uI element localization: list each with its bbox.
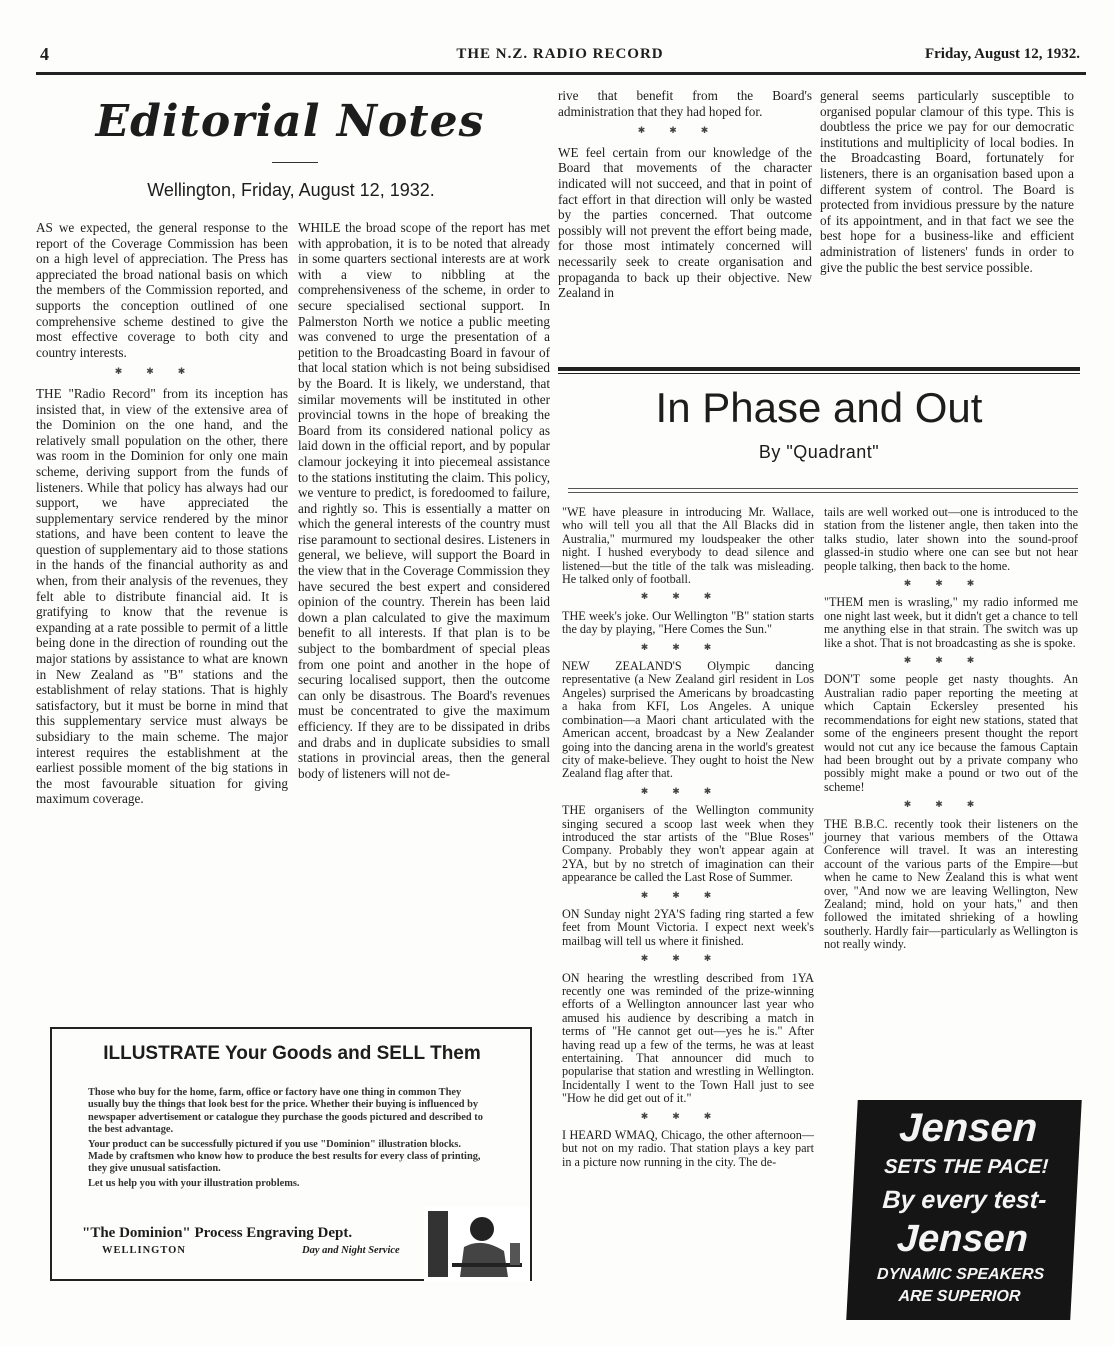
phase-paragraph: ON Sunday night 2YA'S fading ring started a few feet from Mount Victoria. I expect next week's mailbag will tell us where it finished.	[562, 906, 814, 948]
masthead-rule	[36, 72, 1086, 75]
editorial-paragraph: general seems particularly susceptible to organised popular clamour of this type. This is doubtless the price we pay for our democratic institutions and multiplicity of local bodies. In the Broadcasting Board, fortunately for listeners, there is an organisation based upon a different system of control. The Board is protected from invidious pressure by the nature of its appointment, and in that fact we see the best hope for a business-like and efficient administration of listeners' funds in order to give the public the best service possible.	[820, 88, 1074, 275]
editorial-paragraph: rive that benefit from the Board's administration that they had hoped for.	[558, 88, 812, 119]
section-rule	[558, 367, 1080, 371]
editorial-paragraph: WE feel certain from our knowledge of the Board that movements of the character indicated will not succeed, and that in point of fact effort in that direction will only be wasted by the parties concerned. That outcome possibly will not prevent the effort being made, for those most intimately concerned will necessarily seek to create organisation and propaganda to back up their objective. New Zealand in	[558, 144, 812, 301]
jensen-tagline: By every test-	[881, 1186, 1048, 1214]
ad-headline: ILLUSTRATE Your Goods and SELL Them	[103, 1043, 481, 1064]
column-title: In Phase and Out	[655, 384, 983, 431]
ad-paragraph: Those who buy for the home, farm, office or factory have one thing in common They usually buy the things that look best for the price. Whether their buying is influenced by newspaper advertisement or catalogue they purchase the goods pictured and described to the best advantage.	[88, 1087, 483, 1136]
editorial-column-4	[820, 88, 1074, 279]
jensen-product: DYNAMIC SPEAKERS	[876, 1266, 1045, 1283]
section-rule	[558, 373, 1080, 374]
phase-paragraph: THE B.B.C. recently took their listeners on the journey that various members of the Ottawa Conference will travel. It was an interesting account of the various parts of the Empire—but when he came to New Zealand this is what went over, "And now we are leaving Wellington, New Zealand; mind, hold on your hats," and then followed the imitated shrieking of a howling southerly. Hardly fair—particularly as Wellington is not really windy.	[824, 816, 1078, 952]
phase-paragraph: NEW ZEALAND'S Olympic dancing representative (a New Zealand girl resident in Los Angeles) surprised the Americans by broadcasting a haka from KFI, Los Angeles. A unique combination—a Maori chant articulated with the American accent, broadcast by a New Zealander going into the dancing arena in the world's greatest city of make-believe. They ought to hoist the New Zealand flag after that.	[562, 659, 814, 781]
masthead	[40, 44, 1080, 72]
editorial-paragraph: WHILE the broad scope of the report has met with approbation, it is to be noted that already in some quarters sectional interests are at work with a view to nibbling at the comprehensiveness of the scheme, in order to secure specialised sectional support. In Palmerston North we notice a public meeting was convened to urge the presentation of a petition to the Broadcasting Board in favour of that local station which is not being subsidised by the Board. It is likely, we understand, that similar movements will be instituted in other provincial towns in the hope of breaking the Board from its considered national policy as laid down in the official report, and by popular clamour jockeying it into piecemeal assistance to the stations instituting the claim. This policy, we venture to predict, is foredoomed to failure, and rightly so. This is essentially a matter on which the general interests of the country must rise paramount to sectional desires. Listeners in general, we believe, will support the Board in the view that in the Coverage Commission they have secured the best expert and considered opinion of the country. Therein has been laid down a plan calculated to give the maximum benefit to all interests. If that plan is to be subject to the bombardment of special pleas from one point and another in the hope of securing localised support, then the outcome can only be disastrous. The Board's revenues must be concentrated to give the maximum efficiency. If they are to be dissipated in dribs and drabs and in duplicate subsidies to small stations in provincial areas, then the general body of listeners will not de-	[298, 220, 550, 781]
section-divider-stars: ✱✱✱	[903, 799, 999, 810]
section-divider-stars: ✱✱✱	[640, 889, 736, 900]
issue-date: Friday, August 12, 1932.	[924, 46, 1080, 62]
section-divider-stars: ✱✱✱	[903, 578, 999, 589]
section-rule	[568, 488, 1078, 489]
jensen-advertisement	[846, 1100, 1082, 1320]
jensen-claim: ARE SUPERIOR	[898, 1288, 1021, 1305]
ad-body	[88, 1087, 488, 1192]
phase-paragraph: THE week's joke. Our Wellington "B" station starts the day by playing, "Here Comes the Sun."	[562, 608, 814, 637]
editorial-column-2	[298, 220, 550, 785]
section-divider-stars: ✱✱✱	[637, 125, 733, 136]
ad-paragraph: Your product can be successfully pictured if you use "Dominion" illustration blocks. Made by craftsmen who know how to produce the best results for every class of printing, they give unusual satisfaction.	[88, 1138, 481, 1175]
section-divider-stars: ✱✱✱	[114, 366, 210, 377]
engraver-illustration-icon	[424, 1207, 530, 1281]
section-divider-stars: ✱✱✱	[640, 953, 736, 964]
dominion-advertisement	[50, 1027, 532, 1281]
editorial-column-3	[558, 88, 812, 305]
editorial-paragraph: THE "Radio Record" from its inception has insisted that, in view of the extensive area of the Dominion on the one hand, and the relatively small population on the other, there was room in the Dominion for only one main scheme, deriving support from the funds of listeners. While that policy has always had our support, we have appreciated the supplementary service rendered by the minor stations, and have been content to leave the question of supplementary aid to those stations in the hands of the financial authority as and when, from their analysis of the revenues, they felt able to distribute financial aid. It is gratifying to know that the revenue is expanding at a rate possible to permit of a little being done in the direction of rounding out the major stations by assistance to what are known in New Zealand as "B" stations and the establishment of relay stations. That is highly satisfactory, but it must be borne in mind that this supplementary service must always be subsidiary to the main scheme. The major interest requires the establishment at the earliest possible moment of the big stations in the most favourable situation for giving maximum coverage.	[36, 385, 288, 807]
phase-paragraph: "THEM men is wrasling," my radio informed me one night last week, but it didn't get a chance to tell me anything else in that strain. The switch was up like a shot. That is not broadcasting as she is spoke.	[824, 595, 1078, 650]
publication-title: THE N.Z. RADIO RECORD	[456, 46, 664, 62]
phase-paragraph: "WE have pleasure in introducing Mr. Wallace, who will tell you all that the All Blacks did in Australia," murmured my loudspeaker the other night. I hushed everybody to dead silence and listened—but the title of the talk was misleading. He talked only of football.	[562, 505, 814, 587]
ad-service-hours: Day and Night Service	[302, 1245, 400, 1256]
section-rule	[568, 492, 1078, 493]
editorial-column-1	[36, 220, 288, 811]
section-divider-stars: ✱✱✱	[640, 591, 736, 602]
editorial-title-rule	[272, 162, 318, 163]
jensen-brand-repeat: Jensen	[895, 1218, 1030, 1260]
column-byline: By "Quadrant"	[758, 442, 880, 462]
jensen-brand: Jensen	[898, 1106, 1039, 1150]
editorial-dateline: Wellington, Friday, August 12, 1932.	[147, 180, 435, 200]
phase-column-b	[824, 506, 1078, 956]
section-divider-stars: ✱✱✱	[640, 641, 736, 652]
ad-paragraph: Let us help you with your illustration problems.	[88, 1177, 300, 1189]
phase-paragraph: I HEARD WMAQ, Chicago, the other afternoon—but not on my radio. That station plays a key part in a picture now running in the city. The de-	[562, 1128, 814, 1169]
phase-paragraph: THE organisers of the Wellington community singing secured a scoop last week when they introduced the star artists of the "Blue Roses" Company. Probably they won't appear again at 2YA, but by no stretch of imagination can their appearance be called the Last Rose of Summer.	[562, 803, 814, 885]
section-divider-stars: ✱✱✱	[903, 655, 999, 666]
editorial-paragraph: AS we expected, the general response to the report of the Coverage Commission has been on a high level of appreciation. The Press has appreciated the broad national basis on which the members of the Commission reported, and supports the conception outlined of one comprehensive scheme destined to give the most effective coverage to both city and country interests.	[36, 220, 288, 360]
ad-company-name: "The Dominion" Process Engraving Dept.	[82, 1225, 353, 1241]
phase-column-a	[562, 506, 814, 1173]
section-divider-stars: ✱✱✱	[640, 1110, 736, 1121]
phase-paragraph: ON hearing the wrestling described from 1YA recently one was reminded of the prize-winning efforts of a Wellington announcer last year who amused his audience by describing a match in terms of "He cannot get out—yes he is." After having read up a few of the terms, he was at least entertaining. That announcer did much to popularise that station and wrestling in Wellington. Incidentally I went to the Town Hall just to see "How he did get out of it."	[562, 970, 814, 1106]
jensen-slogan: SETS THE PACE!	[883, 1156, 1049, 1178]
phase-paragraph: DON'T some people get nasty thoughts. An Australian radio paper reporting the meeting at which Captain Eckersley presented his recommendations for eight new stations, stated that some of the engineers present thought the report would not cut any ice because the famous Captain had been brought out by a private company who possibly might make a pound or two out of the scheme!	[824, 672, 1078, 794]
editorial-title: Editorial Notes	[95, 96, 485, 147]
section-divider-stars: ✱✱✱	[640, 785, 736, 796]
ad-city: WELLINGTON	[102, 1245, 186, 1256]
page-number: 4	[40, 44, 49, 64]
phase-paragraph: tails are well worked out—one is introduced to the station from the listener angle, then taken into the talks studio, later shown into the sound-proof glassed-in studio where one can see but not hear people talking, then back to the home.	[824, 505, 1078, 573]
